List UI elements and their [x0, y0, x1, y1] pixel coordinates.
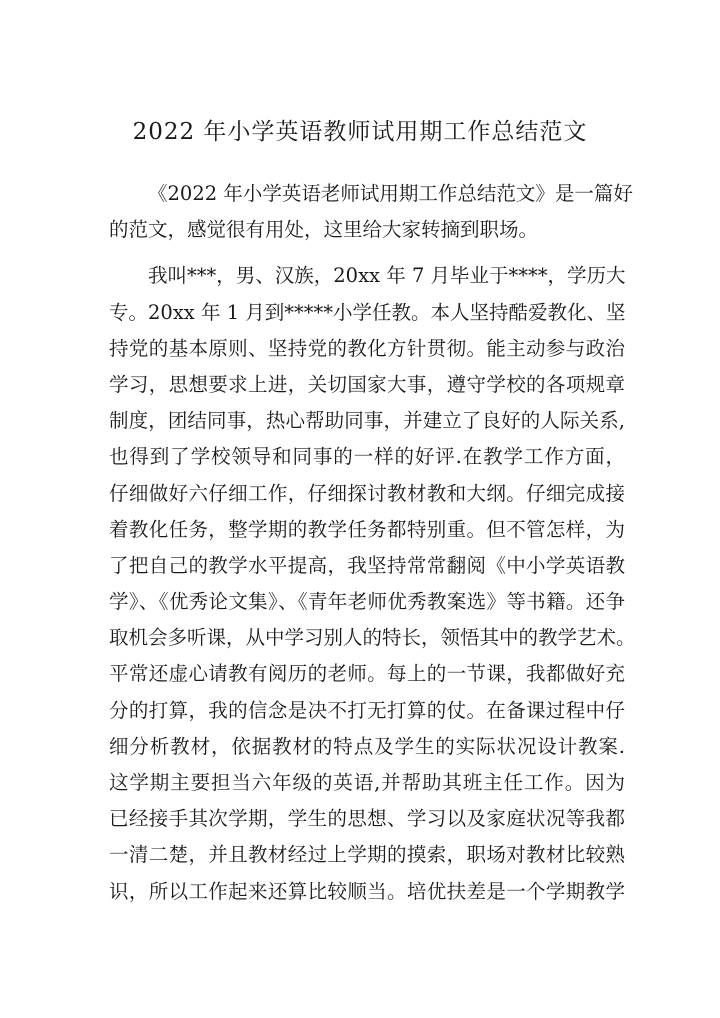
paragraph-1-line-1: 《2022 年小学英语老师试用期工作总结范文》是一篇好 — [148, 182, 633, 205]
paragraph-2-line-17: 一清二楚，并且教材经过上学期的摸索，职场对教材比较熟 — [109, 843, 625, 867]
paragraph-2-line-18: 识，所以工作起来还算比较顺当。培优扶差是一个学期教学 — [109, 879, 625, 903]
paragraph-2-line-1: 我叫***，男、汉族，20xx 年 7 月毕业于****，学历大 — [148, 264, 626, 288]
paragraph-1-line-2: 的范文，感觉很有用处，这里给大家转摘到职场。 — [109, 218, 539, 242]
paragraph-gap — [109, 248, 625, 258]
paragraph-2-line-15: 这学期主要担当六年级的英语,并帮助其班主任工作。因为 — [109, 771, 625, 794]
paragraph-2-line-5: 制度，团结同事，热心帮助同事，并建立了良好的人际关系, — [109, 409, 625, 433]
paragraph-2-line-6: 也得到了学校领导和同事的一样的好评.在教学工作方面， — [109, 445, 625, 469]
paragraph-2-line-10: 学》、《优秀论文集》、《青年老师优秀教案选》等书籍。还争 — [109, 590, 625, 614]
document-title: 2022 年小学英语教师试用期工作总结范文 — [132, 119, 588, 145]
paragraph-2-line-7: 仔细做好六仔细工作，仔细探讨教材教和大纲。仔细完成接 — [109, 481, 625, 505]
paragraph-2-line-12: 平常还虚心请教有阅历的老师。每上的一节课，我都做好充 — [109, 662, 625, 686]
document-body — [109, 176, 636, 910]
paragraph-2-line-4: 学习，思想要求上进，关切国家大事，遵守学校的各项规章 — [109, 372, 625, 396]
paragraph-2-line-14: 细分析教材，依据教材的特点及学生的实际状况设计教案. — [109, 734, 625, 758]
paragraph-2-line-11: 取机会多听课，从中学习别人的特长，领悟其中的教学艺术。 — [109, 626, 636, 650]
paragraph-2-line-8: 着教化任务，整学期的教学任务都特别重。但不管怎样，为 — [109, 517, 625, 541]
paragraph-2-line-9: 了把自己的教学水平提高，我坚持常常翻阅《中小学英语教 — [109, 553, 625, 577]
paragraph-2-line-2: 专。20xx 年 1 月到*****小学任教。本人坚持酷爱教化、坚 — [109, 300, 626, 324]
paragraph-2-line-16: 已经接手其次学期，学生的思想、学习以及家庭状况等我都 — [109, 807, 625, 831]
paragraph-2-line-13: 分的打算，我的信念是决不打无打算的仗。在备课过程中仔 — [109, 698, 625, 722]
paragraph-2-line-3: 持党的基本原则、坚持党的教化方针贯彻。能主动参与政治 — [109, 336, 625, 360]
